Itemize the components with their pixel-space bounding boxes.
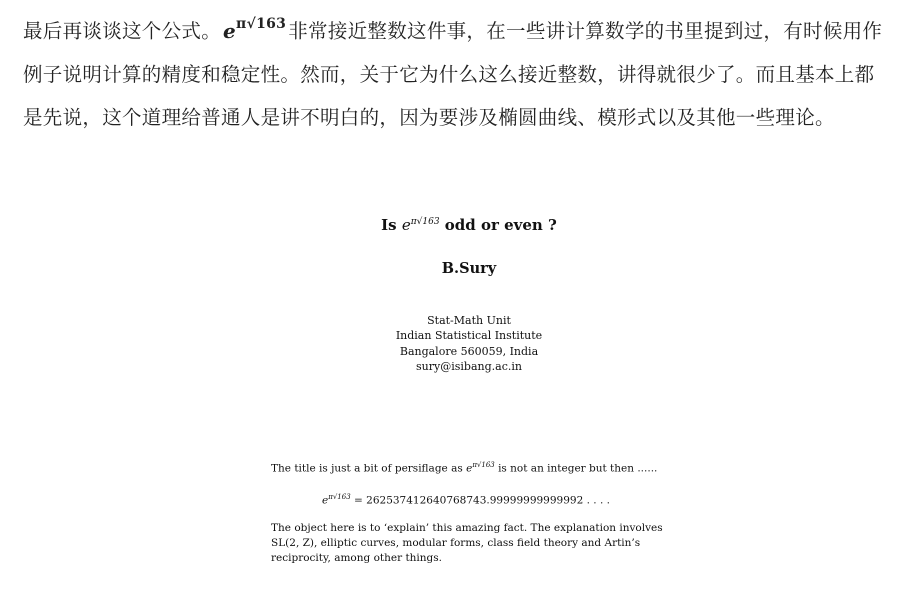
paper-title [0, 216, 898, 234]
affiliation-unit: Stat-Math Unit [427, 314, 511, 327]
embedded-paper-image [0, 200, 898, 604]
article-paragraph [23, 5, 885, 139]
paper-author: B.Sury [441, 260, 497, 277]
affiliation-address: Bangalore 560059, India [399, 344, 539, 358]
affiliation-email: sury@isibang.ac.in [416, 359, 522, 373]
paper-abstract [271, 458, 671, 566]
abstract-p1-after: is not an integer but then ...... [498, 462, 658, 475]
paper-title-formula [402, 216, 440, 234]
formula-base: e [223, 18, 237, 43]
abstract-p1-base: e [466, 462, 473, 475]
abstract-equation [271, 490, 671, 509]
abstract-paragraph-1 [271, 458, 671, 477]
paper-affiliation [0, 313, 898, 374]
abstract-p1-before: The title is just a bit of persiflage as [271, 462, 463, 475]
body-text: 非常接近整数这件事，在一些讲计算数学的书里提到过，有时候用作例子说明计算的精度和稳定性。然而，关于它为什么这么接近整数，讲得就很少了。而且基本上都是先说，这个道理给普通人是讲不明白的，因为要涉及椭圆曲线、模形式以及其他一些理论。 [23, 19, 883, 129]
equation-value: = 262537412640768743.99999999999992 . . . . [354, 494, 610, 506]
intro-text: 最后再谈谈这个公式。 [23, 19, 222, 43]
abstract-p1-exponent: π√163 [472, 461, 495, 469]
paper-title-suffix: odd or even ? [444, 216, 557, 234]
abstract-paragraph-2: The object here is to ‘explain’ this amazing fact. The explanation involves SL(2, Z), elliptic curves, modular forms, class field theory and Artin’s reciprocity, among other things. [271, 522, 663, 564]
inline-formula [221, 16, 288, 43]
paper-title-prefix: Is [381, 216, 397, 234]
paper-title-exponent: π√163 [410, 217, 440, 227]
affiliation-institute: Indian Statistical Institute [395, 329, 543, 343]
formula-exponent: π√163 [236, 16, 287, 32]
equation-base: e [322, 494, 329, 506]
equation-exponent: π√163 [328, 492, 351, 501]
paper-title-base: e [401, 216, 411, 234]
